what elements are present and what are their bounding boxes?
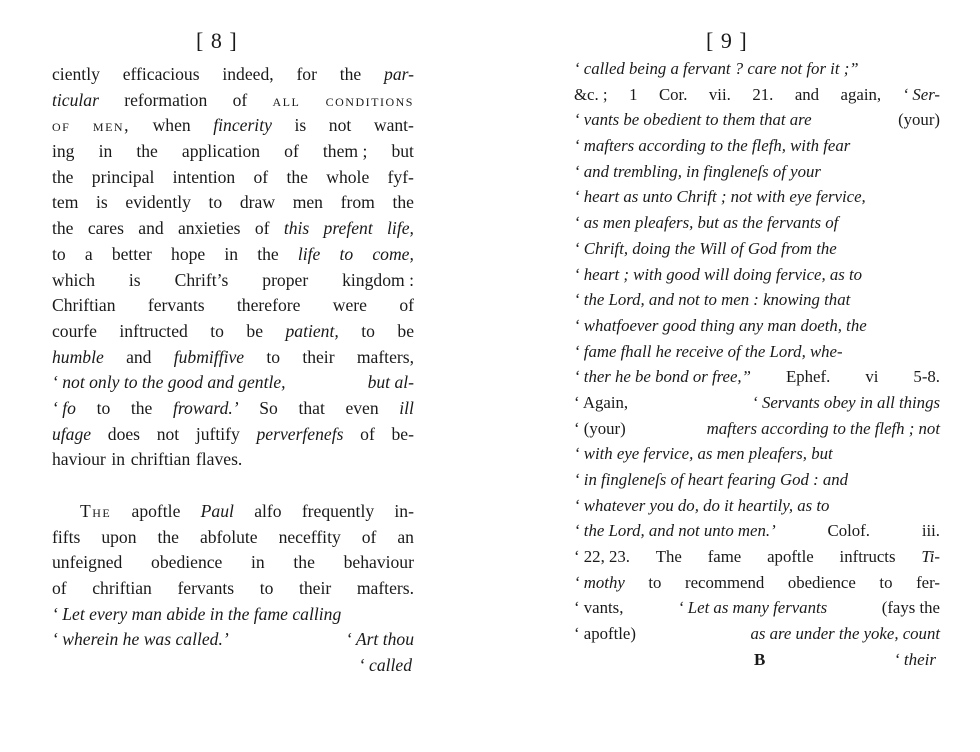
word: application xyxy=(181,141,261,162)
text-line xyxy=(574,570,940,596)
word: Chrift’s xyxy=(174,269,229,290)
word: to xyxy=(208,192,223,213)
text-line xyxy=(52,576,414,602)
word: ing xyxy=(52,141,75,162)
word: ‘ in fingleneſs of heart fearing God : and xyxy=(574,470,849,489)
word: in xyxy=(224,243,239,264)
word: Ti- xyxy=(921,547,940,567)
word: ‘ and trembling, in fingleneſs of your xyxy=(574,161,821,181)
word: obedience xyxy=(151,552,223,573)
text-line xyxy=(52,627,414,653)
text-line xyxy=(574,416,940,442)
word: the xyxy=(52,218,74,239)
word: (your) xyxy=(898,110,940,130)
text-line xyxy=(574,595,940,621)
word: to xyxy=(339,243,354,264)
word: whole xyxy=(326,166,370,187)
word: in xyxy=(111,449,126,470)
word: mafters, xyxy=(356,346,414,367)
word: life, xyxy=(387,218,414,239)
text-line xyxy=(574,133,940,159)
word: the xyxy=(136,141,158,162)
word: all xyxy=(272,89,301,110)
word: ‘ Again, xyxy=(574,392,629,412)
word: kingdom : xyxy=(342,269,414,290)
word: ‘ called being a fervant ? care not for it ;” xyxy=(574,59,859,78)
word: proper xyxy=(262,269,309,290)
word: as are under the yoke, count xyxy=(750,624,940,644)
text-line xyxy=(574,107,940,133)
word: to xyxy=(879,572,893,592)
word: vi xyxy=(865,367,879,387)
text-line xyxy=(52,396,414,422)
page-number: [ 8 ] xyxy=(196,28,238,53)
word: of xyxy=(253,166,269,187)
word: and xyxy=(794,84,820,104)
word: ‘ mothy xyxy=(574,572,625,592)
word: therefore xyxy=(236,295,301,316)
signature-mark: B xyxy=(754,650,766,669)
text-line xyxy=(52,88,414,114)
text-line xyxy=(52,165,414,191)
word: apoftle xyxy=(131,501,181,521)
word: ‘ Let as many fervants xyxy=(678,598,828,618)
word: ‘ whatfoever good thing any man doeth, the xyxy=(574,315,867,335)
word: 5-8. xyxy=(913,367,940,387)
word: iii. xyxy=(921,521,940,541)
text-line xyxy=(52,499,414,525)
text-line xyxy=(574,184,940,210)
word: in xyxy=(98,141,113,162)
word: ‘ heart as unto Chrift ; not with eye fervice, xyxy=(574,187,866,207)
word: to xyxy=(266,346,281,367)
text-block xyxy=(574,56,940,647)
word: the xyxy=(286,166,308,187)
word: abfolute xyxy=(199,526,258,547)
word: that xyxy=(298,397,325,418)
page-footer xyxy=(574,650,940,672)
word: the xyxy=(52,166,74,187)
word: efficacious xyxy=(122,64,200,84)
word: anxieties xyxy=(177,218,241,239)
word: 21. xyxy=(752,84,774,104)
word: tem xyxy=(52,192,79,213)
word: inftructed xyxy=(119,320,188,341)
word: ‘ with eye fervice, as men pleafers, but xyxy=(574,444,833,464)
word: life xyxy=(297,243,321,264)
word: the xyxy=(257,243,279,264)
word: frequently xyxy=(301,501,375,521)
word: hope xyxy=(171,243,206,264)
text-line xyxy=(52,293,414,319)
word: of xyxy=(360,423,375,444)
text-line xyxy=(574,287,940,313)
word: conditions xyxy=(325,89,414,110)
word: to xyxy=(259,578,274,599)
word: to xyxy=(648,572,662,592)
text-line xyxy=(52,370,414,396)
word: the xyxy=(130,397,153,418)
word: neceffity xyxy=(278,526,341,547)
word: ‘ 22, 23. xyxy=(574,547,630,567)
word: a xyxy=(84,243,93,264)
word: recommend xyxy=(685,572,765,592)
word: (fays the xyxy=(881,598,940,618)
word: haviour xyxy=(52,449,106,470)
word: intention xyxy=(172,166,236,187)
word: ‘ fame fhall he receive of the Lord, whe- xyxy=(574,341,843,361)
text-line xyxy=(574,390,940,416)
word: humble xyxy=(52,346,104,367)
word: Colof. xyxy=(827,521,870,541)
word: of xyxy=(361,526,377,547)
word: cares xyxy=(87,218,124,239)
text-line xyxy=(574,544,940,570)
text-line xyxy=(574,621,940,647)
text-block xyxy=(52,62,414,679)
word: fubmiffive xyxy=(173,346,245,367)
word: chriftian xyxy=(130,449,191,470)
word: Paul xyxy=(200,501,234,521)
word: principal xyxy=(91,166,155,187)
word: patient, xyxy=(285,320,339,341)
word: from xyxy=(340,192,375,213)
text-line xyxy=(52,242,414,268)
text-line xyxy=(574,56,940,82)
text-line xyxy=(574,441,940,467)
word: to xyxy=(52,243,66,264)
word: to xyxy=(96,397,111,418)
text-line xyxy=(574,467,940,493)
word: be xyxy=(246,320,264,341)
word: ‘ wherein he was called.’ xyxy=(52,629,229,650)
text-line xyxy=(574,364,940,390)
word: ticular xyxy=(52,89,99,110)
word: of xyxy=(232,89,248,110)
word: flaves. xyxy=(195,449,243,470)
text-line xyxy=(574,82,940,108)
word: fyf- xyxy=(387,166,414,187)
word: their xyxy=(302,346,335,367)
word: of xyxy=(254,218,270,239)
text-line xyxy=(574,313,940,339)
word: froward.’ xyxy=(172,397,239,418)
word: ‘ whatever you do, do it heartily, as to xyxy=(574,495,830,515)
word: an xyxy=(397,526,414,547)
word: ‘ ther he be bond or free,” xyxy=(574,367,751,387)
word: does xyxy=(107,423,141,444)
text-line xyxy=(52,653,414,679)
word: So xyxy=(259,397,278,418)
word: were xyxy=(332,295,367,316)
word: ‘ as men pleafers, but as the fervants of xyxy=(574,213,839,233)
word: ‘ (your) xyxy=(574,418,626,438)
word: not xyxy=(156,423,180,444)
word: Chriftian xyxy=(52,295,116,316)
word: men, xyxy=(92,115,130,136)
text-line xyxy=(52,113,414,139)
word: when xyxy=(152,115,191,136)
text-line xyxy=(52,319,414,345)
word: is xyxy=(96,192,108,213)
word: mafters according to the flefh ; not xyxy=(706,418,940,438)
word: the xyxy=(339,64,362,84)
word: courfe xyxy=(52,320,97,341)
word: fincerity xyxy=(213,115,272,136)
word: inftructs xyxy=(839,547,896,567)
word: and xyxy=(138,218,164,239)
word: be- xyxy=(391,423,414,444)
word: ufage xyxy=(52,423,92,444)
word: behaviour xyxy=(343,552,414,573)
word: fervants xyxy=(177,578,235,599)
word: fame xyxy=(707,547,742,567)
word: in xyxy=(251,552,265,573)
word: the xyxy=(392,192,414,213)
word: them ; xyxy=(322,141,368,162)
word: ‘ vants be obedient to them that are xyxy=(574,110,812,130)
text-line xyxy=(52,525,414,551)
word: ‘ the Lord, and not to men : knowing that xyxy=(574,290,851,310)
text-line xyxy=(52,447,414,473)
text-line xyxy=(52,216,414,242)
text-line xyxy=(52,62,414,88)
word: and xyxy=(126,346,152,367)
word: want- xyxy=(373,115,414,136)
word: be xyxy=(397,320,414,341)
word: ‘ Let every man abide in the fame calling xyxy=(52,603,342,624)
word: is xyxy=(294,115,307,136)
text-line xyxy=(574,493,940,519)
word: The xyxy=(655,547,682,567)
word: even xyxy=(345,397,379,418)
word: in- xyxy=(394,501,414,521)
word: of xyxy=(399,295,414,316)
word: The xyxy=(80,501,112,521)
word: fifts xyxy=(52,526,81,547)
text-line xyxy=(574,159,940,185)
word: which xyxy=(52,269,95,290)
word: come, xyxy=(372,243,414,264)
word: unfeigned xyxy=(52,552,123,573)
word: ‘ vants, xyxy=(574,598,624,618)
word: the xyxy=(157,526,179,547)
word: fervants xyxy=(147,295,205,316)
text-line xyxy=(52,345,414,371)
text-line xyxy=(52,139,414,165)
word: ‘ fo xyxy=(52,397,76,418)
word: ‘ Ser- xyxy=(902,84,940,104)
text-line xyxy=(52,268,414,294)
word: ‘ not only to the good and gentle, xyxy=(52,372,286,393)
word: ‘ Chrift, doing the Will of God from the xyxy=(574,238,837,258)
text-line xyxy=(574,262,940,288)
word: obedience xyxy=(787,572,856,592)
word: 1 xyxy=(629,84,638,104)
word: ‘ Servants obey in all things xyxy=(752,392,940,412)
word: of xyxy=(52,115,71,136)
page-number: [ 9 ] xyxy=(706,28,748,53)
word: this xyxy=(283,218,310,239)
text-line xyxy=(574,236,940,262)
word: but xyxy=(391,141,414,162)
word: ‘ Art thou xyxy=(345,629,414,650)
word: the xyxy=(293,552,315,573)
word: for xyxy=(296,64,317,84)
word: indeed, xyxy=(222,64,274,84)
word: juftify xyxy=(195,423,240,444)
word: par- xyxy=(384,64,414,84)
word: their xyxy=(298,578,332,599)
text-line xyxy=(52,602,414,628)
word: ‘ the Lord, and not unto men.’ xyxy=(574,521,776,541)
word: &c. ; xyxy=(574,84,608,104)
word: Cor. xyxy=(658,84,688,104)
word: better xyxy=(111,243,152,264)
text-line xyxy=(574,518,940,544)
word: ‘ called xyxy=(358,655,412,676)
text-line xyxy=(52,190,414,216)
word: fer- xyxy=(916,572,940,592)
word: ill xyxy=(399,397,414,418)
word: ‘ apoftle) xyxy=(574,624,636,644)
word: ‘ heart ; with good will doing fervice, as to xyxy=(574,264,863,284)
word: alfo xyxy=(254,501,282,521)
word: ‘ mafters according to the flefh, with fear xyxy=(574,136,851,156)
word: apoftle xyxy=(767,547,814,567)
text-line xyxy=(52,422,414,448)
text-line xyxy=(574,210,940,236)
word: is xyxy=(128,269,141,290)
word: not xyxy=(328,115,352,136)
word: evidently xyxy=(125,192,191,213)
word: but al- xyxy=(367,372,414,393)
word: to xyxy=(210,320,224,341)
word: Ephef. xyxy=(786,367,831,387)
word: reformation xyxy=(124,89,208,110)
word: vii. xyxy=(708,84,731,104)
word: of xyxy=(52,578,67,599)
word: upon xyxy=(101,526,137,547)
word: perverfenefs xyxy=(256,423,344,444)
word: prefent xyxy=(323,218,373,239)
text-line xyxy=(52,550,414,576)
text-line xyxy=(574,339,940,365)
word: mafters. xyxy=(356,578,414,599)
word: again, xyxy=(840,84,882,104)
word: chriftian xyxy=(92,578,152,599)
catchword: ‘ their xyxy=(893,650,936,669)
word: to xyxy=(361,320,375,341)
word: men xyxy=(292,192,323,213)
word: of xyxy=(284,141,299,162)
word: ciently xyxy=(52,64,100,84)
word: draw xyxy=(239,192,276,213)
